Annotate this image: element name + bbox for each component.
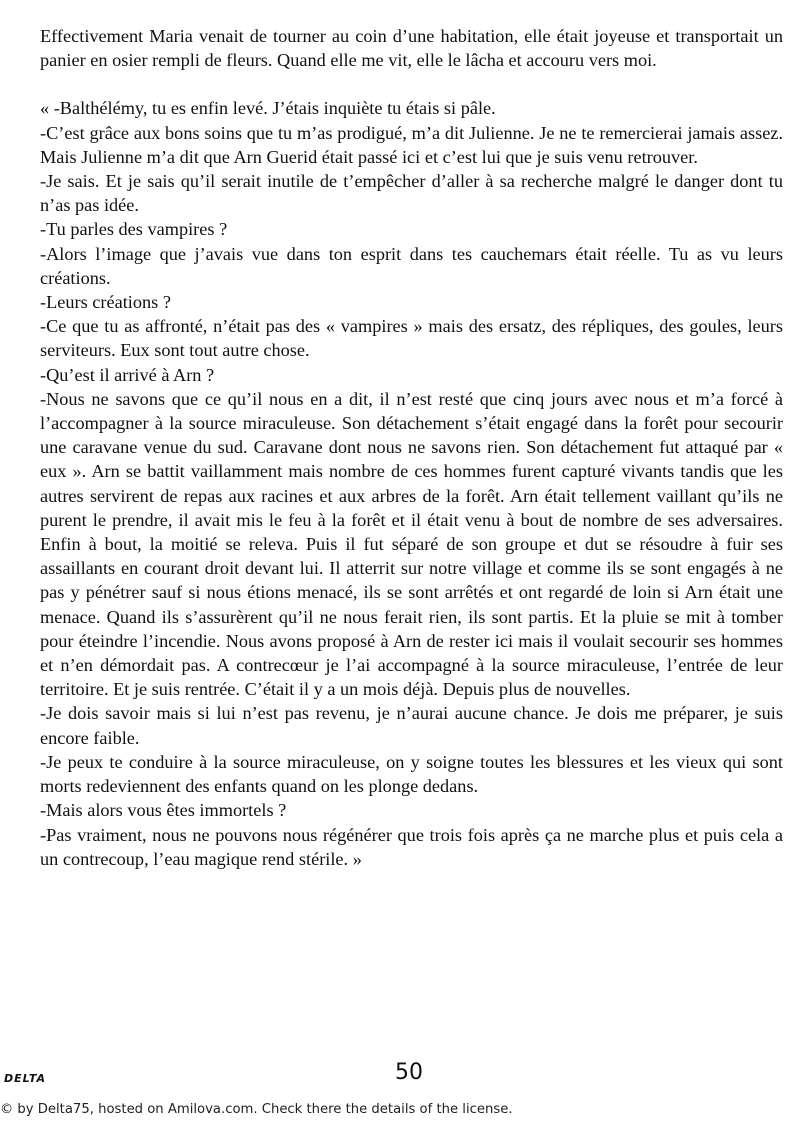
dialogue-line: -Je dois savoir mais si lui n’est pas revenu, je n’aurai aucune chance. Je dois me préparer, je suis encore faible. xyxy=(40,703,783,748)
dialogue-line: -Tu parles des vampires ? xyxy=(40,219,228,240)
dialogue-line: -Pas vraiment, nous ne pouvons nous régénérer que trois fois après ça ne marche plus et puis cela a un contrecoup, l’eau magique rend stérile. » xyxy=(40,824,783,869)
dialogue-line: -Qu’est il arrivé à Arn ? xyxy=(40,364,215,385)
dialogue-line: -Nous ne savons que ce qu’il nous en a dit, il n’est resté que cinq jours avec nous et m’a forcé à l’accompagner à la source miraculeuse. Son détachement s’était engagé dans la forêt pour secourir une caravane venue du sud. Caravane dont nous ne savons rien. Son détachement fut attaqué par « eux ». Arn se battit vaillamment mais nombre de ces hommes furent capturé vivants tandis que les autres servirent de repas aux racines et aux arbres de la forêt. Arn était tellement vaillant qu’ils ne purent le prendre, il avait mis le feu à la forêt et il était venu à bout de nombre de ses adversaires. Enfin à bout, la moitié se releva. Puis il fut séparé de son groupe et dut se résoudre à fuir ses assaillants en courant droit devant lui. Il atterrit sur notre village et comme ils se sont engagés à ne pas y pénétrer sauf si nous étions menacé, ils se sont arrêtés et ont regardé de loin si Arn était une menace. Quand ils s’assurèrent qu’il ne nous ferait rien, ils sont partis. Et la pluie se mit à tomber pour éteindre l’incendie. Nous avons proposé à Arn de rester ici mais il voulait secourir ses hommes et n’en démordait pas. A contrecœur je l’ai accompagné à la source miraculeuse, l’entrée de leur territoire. Et je suis rentrée. C’était il y a un mois déjà. Depuis plus de nouvelles. xyxy=(40,388,783,700)
copyright-notice: © by Delta75, hosted on Amilova.com. Check there the details of the license. xyxy=(0,1102,513,1117)
dialogue-line: -Je sais. Et je sais qu’il serait inutile de t’empêcher d’aller à sa recherche malgré le danger dont tu n’as pas idée. xyxy=(40,171,783,216)
dialogue-line: -Je peux te conduire à la source miraculeuse, on y soigne toutes les blessures et les vieux qui sont morts redeviennent des enfants quand on les plonge dedans. xyxy=(40,751,783,797)
dialogue-line: -Ce que tu as affronté, n’était pas des « vampires » mais des ersatz, des répliques, des goules, leurs serviteurs. Eux sont tout autre chose. xyxy=(40,316,783,361)
intro-paragraph: Effectivement Maria venait de tourner au coin d’une habitation, elle était joyeuse et transportait un panier en osier rempli de fleurs. Quand elle me vit, elle le lâcha et accouru vers moi. xyxy=(40,26,783,71)
page-number: 50 xyxy=(395,1060,423,1085)
dialogue-line: -Mais alors vous êtes immortels ? xyxy=(40,800,287,821)
author-logo: DELTA xyxy=(4,1072,46,1085)
book-page-text xyxy=(40,24,783,871)
dialogue-line: -Alors l’image que j’avais vue dans ton esprit dans tes cauchemars était réelle. Tu as vu leurs créations. xyxy=(40,243,783,288)
dialogue-line: -Leurs créations ? xyxy=(40,292,171,313)
dialogue-line: -C’est grâce aux bons soins que tu m’as prodigué, m’a dit Julienne. Je ne te remercierai jamais assez. Mais Julienne m’a dit que Arn Guerid était passé ici et c’est lui que je suis venu retrouver. xyxy=(40,122,783,167)
dialogue-line: « -Balthélémy, tu es enfin levé. J’étais inquiète tu étais si pâle. xyxy=(40,98,496,119)
